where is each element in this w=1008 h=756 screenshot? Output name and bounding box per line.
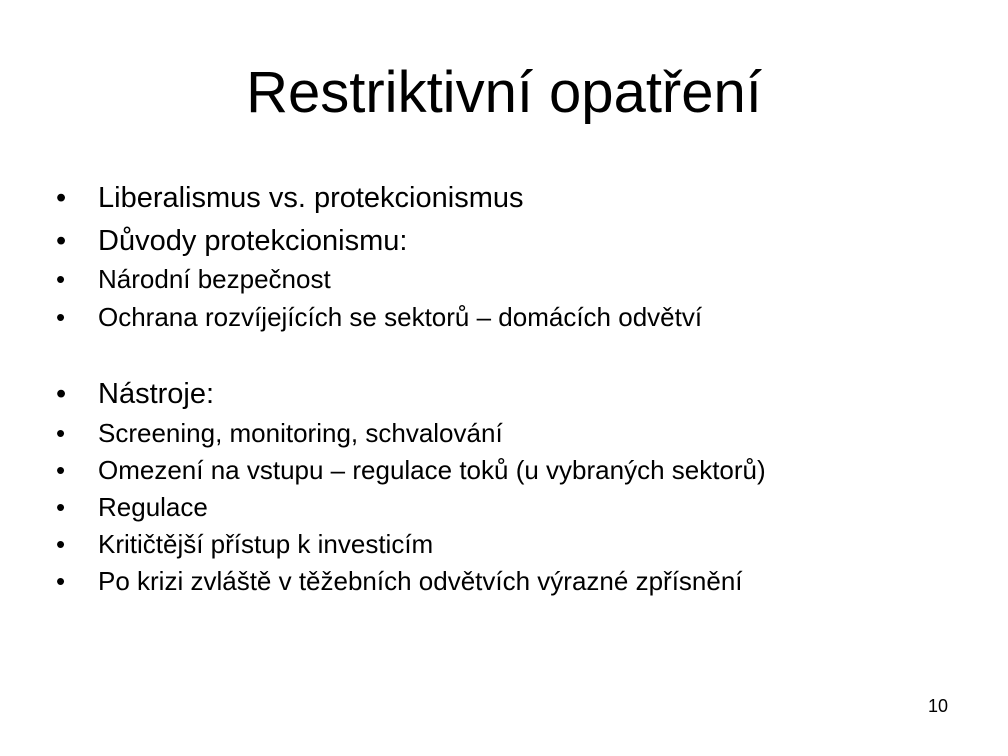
- bullet-icon: •: [56, 566, 66, 596]
- bullet-text: Důvody protekcionismu:: [98, 225, 408, 257]
- bullet-text: Liberalismus vs. protekcionismus: [98, 182, 524, 214]
- bullet-icon: •: [56, 264, 66, 294]
- page-number: 10: [927, 696, 948, 716]
- bullet-text: Kritičtější přístup k investicím: [98, 529, 434, 559]
- bullet-icon: •: [56, 418, 66, 448]
- bullet-text: Regulace: [98, 492, 208, 522]
- slide-title: Restriktivní opatření: [246, 60, 762, 125]
- bullet-text: Screening, monitoring, schvalování: [98, 418, 503, 448]
- bullet-icon: •: [56, 225, 67, 257]
- bullet-text: Nástroje:: [98, 378, 215, 410]
- bullet-icon: •: [56, 378, 67, 410]
- bullet-icon: •: [56, 182, 67, 214]
- bullet-icon: •: [56, 302, 66, 332]
- bullet-icon: •: [56, 455, 66, 485]
- bullet-icon: •: [56, 529, 66, 559]
- bullet-text: Ochrana rozvíjejících se sektorů – domácích odvětví: [98, 302, 703, 332]
- bullet-text: Po krizi zvláště v těžebních odvětvích výrazné zpřísnění: [98, 566, 743, 596]
- bullet-icon: •: [56, 492, 66, 522]
- bullet-text: Omezení na vstupu – regulace toků (u vybraných sektorů): [98, 455, 766, 485]
- bullet-text: Národní bezpečnost: [98, 264, 331, 294]
